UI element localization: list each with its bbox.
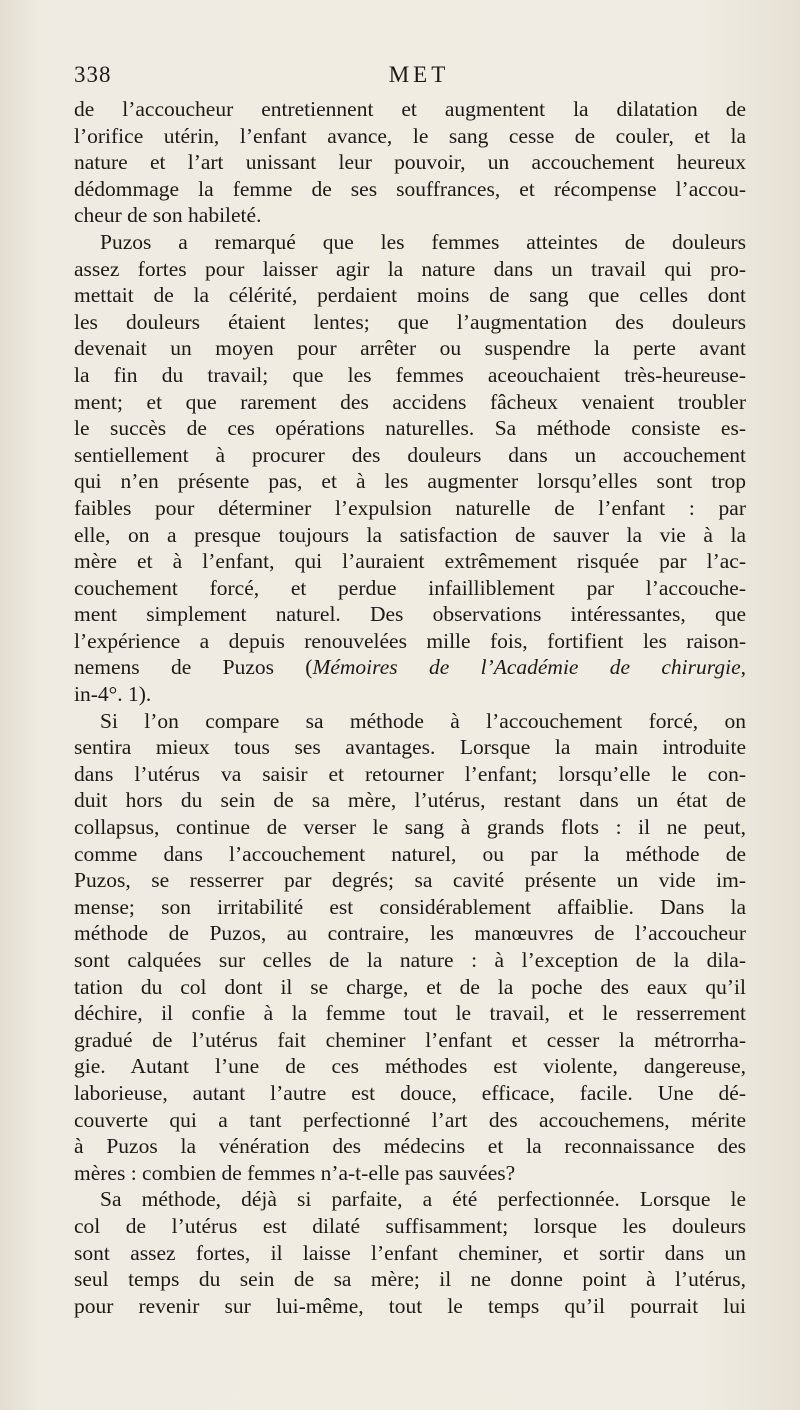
text-line: Si l’on compare sa méthode à l’accouchement forcé, on [100,708,746,733]
text-line: Puzos, se resserrer par degrés; sa cavité présente un vide im- [74,868,746,893]
text-line: Sa méthode, déjà si parfaite, a été perfectionnée. Lorsque le [100,1187,746,1212]
text-line: mères : combien de femmes n’a-t-elle pas sauvées? [74,1160,516,1185]
text-line-citation [74,654,746,681]
text-line: mère et à l’enfant, qui l’auraient extrêmement risquée par l’ac- [74,549,746,574]
text-line: duit hors du sein de sa mère, l’utérus, restant dans un état de [74,788,746,813]
text-line: couchement forcé, et perdue infailliblement par l’accouche- [74,575,746,600]
text-line: la fin du travail; que les femmes aceouchaient très-heureuse- [74,362,746,387]
text-line: sentira mieux tous ses avantages. Lorsque la main introduite [74,735,746,760]
text-line: collapsus, continue de verser le sang à grands flots : il ne peut, [74,815,746,840]
text-line: gie. Autant l’une de ces méthodes est violente, dangereuse, [74,1054,746,1079]
text-line: qui n’en présente pas, et à les augmenter lorsqu’elles sont trop [74,469,746,494]
page-header [74,62,744,96]
text-line: mettait de la célérité, perdaient moins de sang que celles dont [74,283,746,308]
text-line: nature et l’art unissant leur pouvoir, un accouchement heureux [74,150,746,175]
body-text [74,96,746,1319]
text-line: sont calquées sur celles de la nature : à l’exception de la dila- [74,948,746,972]
text-line: dans l’utérus va saisir et retourner l’enfant; lorsqu’elle le con- [74,761,746,786]
text-line: ment simplement naturel. Des observations intéressantes, que [74,602,746,627]
text-line: elle, on a presque toujours la satisfaction de sauver la vie à la [74,522,746,547]
text-line: gradué de l’utérus fait cheminer l’enfant et cesser la métrorrha- [74,1027,746,1052]
text-line: méthode de Puzos, au contraire, les manœuvres de l’accoucheur [74,921,746,946]
text-line: Puzos a remarqué que les femmes atteintes de douleurs [100,229,746,254]
text-line: assez fortes pour laisser agir la nature dans un travail qui pro- [74,256,746,281]
citation-title: Mémoires de l’Académie de chirurgie [312,655,741,680]
text-line: le succès de ces opérations naturelles. Sa méthode consiste es- [74,416,746,441]
citation-suffix: , [740,655,746,680]
text-line: laborieuse, autant l’autre est douce, efficace, facile. Une dé- [74,1080,746,1105]
text-line: tation du col dont il se charge, et de la poche des eaux qu’il [74,974,746,999]
text-line: l’orifice utérin, l’enfant avance, le sang cesse de couler, et la [74,123,746,148]
text-line: in-4°. 1). [74,682,152,707]
text-line: dédommage la femme de ses souffrances, et récompense l’accou- [74,176,746,201]
citation-prefix: nemens de Puzos ( [74,655,313,680]
text-line: à Puzos la vénération des médecins et la reconnaissance des [74,1134,746,1159]
text-line: sentiellement à procurer des douleurs dans un accouchement [74,442,746,467]
text-line: pour revenir sur lui-même, tout le temps qu’il pourrait lui [74,1293,746,1318]
running-head: MET [388,62,450,87]
text-line: mense; son irritabilité est considérablement affaiblie. Dans la [74,894,746,919]
text-line: couverte qui a tant perfectionné l’art des accouchemens, mérite [74,1107,746,1132]
text-line: les douleurs étaient lentes; que l’augmentation des douleurs [74,309,746,334]
page-number: 338 [74,62,112,87]
text-line: cheur de son habileté. [74,203,262,228]
text-line: sont assez fortes, il laisse l’enfant cheminer, et sortir dans un [74,1240,746,1265]
text-line: seul temps du sein de sa mère; il ne donne point à l’utérus, [74,1267,746,1292]
text-line: l’expérience a depuis renouvelées mille fois, fortifient les raison- [74,628,746,653]
text-line: ment; et que rarement des accidens fâcheux venaient troubler [74,389,746,414]
text-line: déchire, il confie à la femme tout le travail, et le resserrement [74,1001,746,1026]
text-line: de l’accoucheur entretiennent et augmentent la dilatation de [74,97,746,121]
text-line: faibles pour déterminer l’expulsion naturelle de l’enfant : par [74,495,746,520]
text-line: devenait un moyen pour arrêter ou suspendre la perte avant [74,336,746,361]
text-line: comme dans l’accouchement naturel, ou par la méthode de [74,841,746,866]
text-line: col de l’utérus est dilaté suffisamment; lorsque les douleurs [74,1213,746,1238]
